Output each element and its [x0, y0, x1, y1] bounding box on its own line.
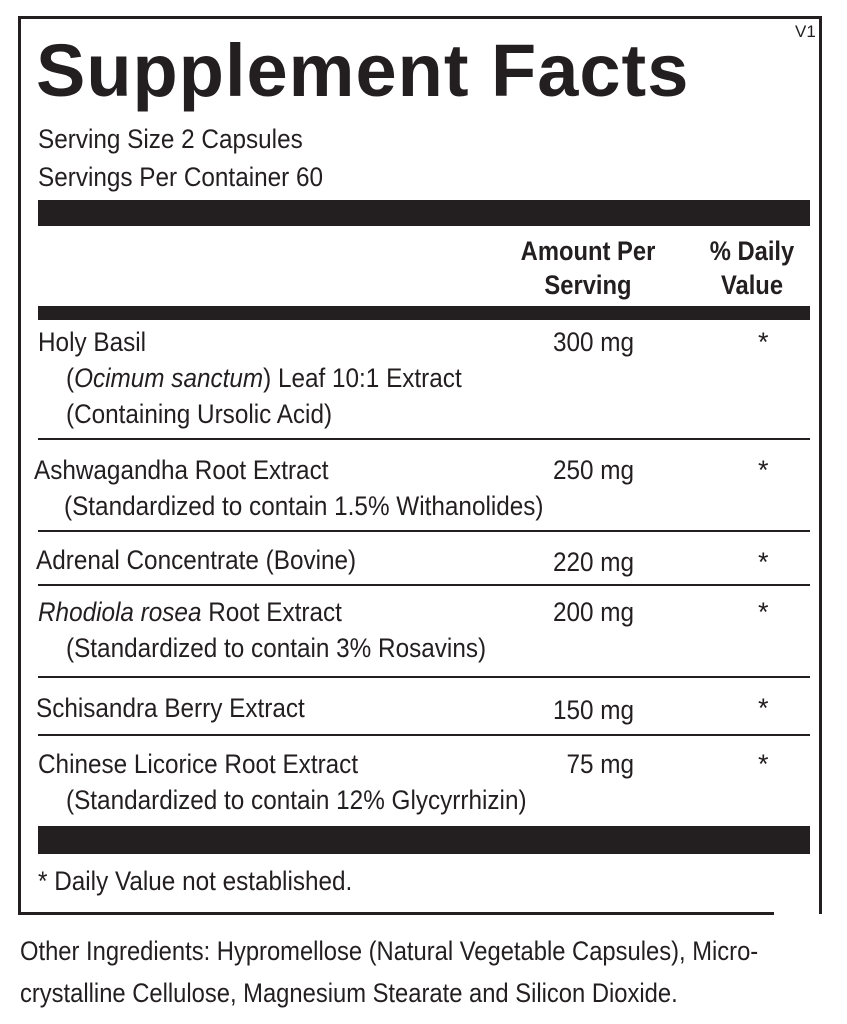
thick-divider-top — [38, 200, 810, 226]
daily-value-footnote: * Daily Value not established. — [38, 866, 353, 896]
ingredient-name: Rhodiola rosea Root Extract — [38, 597, 342, 627]
ingredient-daily-value: * — [758, 455, 769, 485]
ingredient-detail: (Standardized to contain 1.5% Withanolides) — [64, 491, 544, 521]
amount-header-line2: Serving — [544, 270, 632, 300]
ingredient-daily-value: * — [758, 547, 769, 577]
thick-divider-bottom — [38, 826, 810, 854]
serving-size: Serving Size 2 Capsules — [38, 124, 303, 154]
ingredient-amount: 75 mg — [566, 749, 634, 779]
servings-per-container: Servings Per Container 60 — [38, 162, 324, 192]
ingredient-daily-value: * — [758, 693, 769, 723]
ingredient-detail: (Standardized to contain 3% Rosavins) — [66, 633, 487, 663]
version-label: V1 — [795, 22, 816, 41]
ingredient-name: Chinese Licorice Root Extract — [38, 749, 359, 779]
ingredient-detail: (Containing Ursolic Acid) — [66, 399, 333, 429]
other-ingredients-line2: crystalline Cellulose, Magnesium Stearate and Silicon Dioxide. — [20, 978, 678, 1008]
row-divider — [38, 734, 810, 736]
dv-header-line1: % Daily — [709, 236, 795, 266]
ingredient-detail: (Standardized to contain 12% Glycyrrhizin) — [66, 785, 527, 815]
dv-header-line2: Value — [720, 270, 784, 300]
medium-divider — [38, 306, 810, 320]
ingredient-name: Ashwagandha Root Extract — [34, 455, 329, 485]
ingredient-amount: 200 mg — [552, 597, 634, 627]
other-ingredients — [20, 930, 758, 1014]
panel-title: Supplement Facts — [36, 29, 690, 112]
ingredient-name: Holy Basil — [38, 327, 147, 357]
ingredient-amount: 250 mg — [552, 455, 634, 485]
amount-per-serving-header — [511, 234, 666, 302]
ingredient-daily-value: * — [758, 749, 769, 779]
panel-bottom-border — [18, 912, 774, 915]
amount-header-line1: Amount Per — [520, 236, 656, 266]
daily-value-header — [697, 234, 806, 302]
row-divider — [38, 438, 810, 440]
row-divider — [38, 530, 810, 532]
row-divider — [38, 584, 810, 586]
other-ingredients-line1: Other Ingredients: Hypromellose (Natural Vegetable Capsules), Micro- — [20, 936, 759, 966]
ingredient-amount: 150 mg — [552, 695, 634, 725]
ingredient-amount: 300 mg — [552, 327, 634, 357]
row-divider — [38, 676, 810, 678]
ingredient-name: Adrenal Concentrate (Bovine) — [36, 545, 357, 575]
ingredient-amount: 220 mg — [552, 547, 634, 577]
ingredient-daily-value: * — [758, 327, 769, 357]
ingredient-detail: (Ocimum sanctum) Leaf 10:1 Extract — [66, 363, 462, 393]
ingredient-name: Schisandra Berry Extract — [36, 693, 305, 723]
ingredient-daily-value: * — [758, 597, 769, 627]
